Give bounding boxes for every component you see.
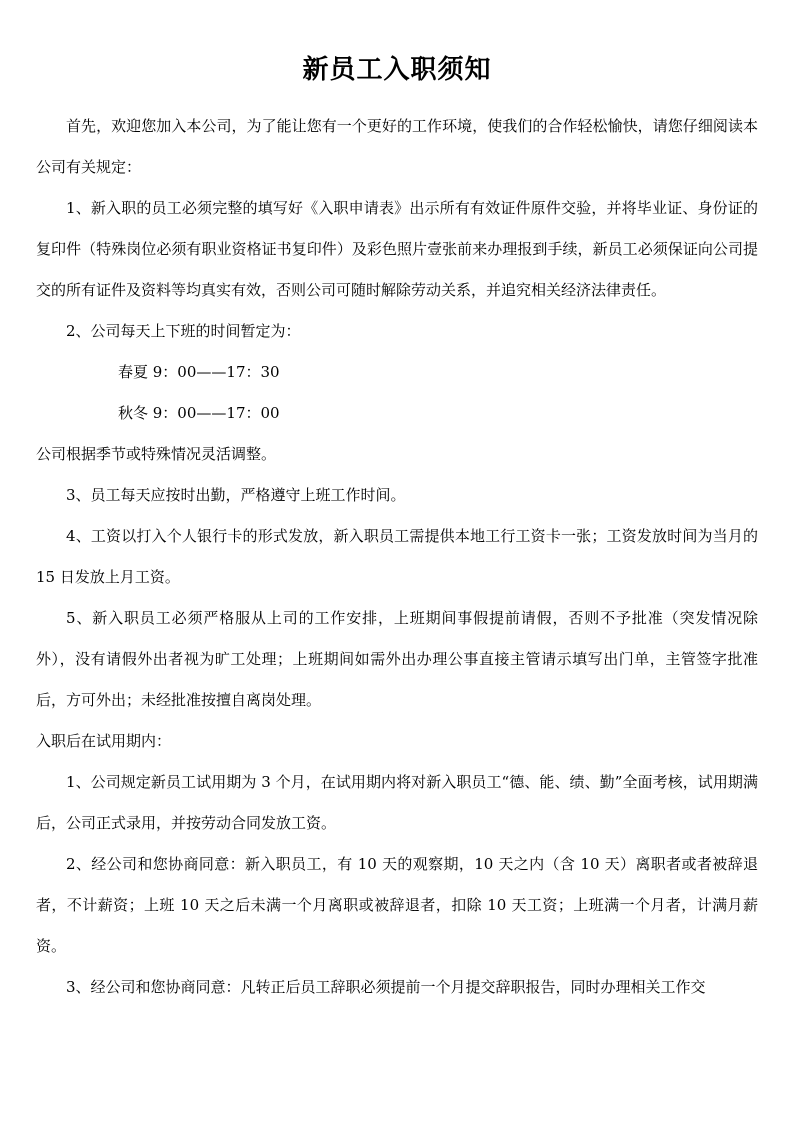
rule-1-paragraph: 1、新入职的员工必须完整的填写好《入职申请表》出示所有有效证件原件交验，并将毕业证、身份证的复印件（特殊岗位必须有职业资格证书复印件）及彩色照片壹张前来办理报到手续，新员工必须保证向公司提交的所有证件及资料等均真实有效，否则公司可随时解除劳动关系，并追究相关经济法律责任。 [36,199,758,299]
schedule-autumn-winter: 秋冬 9：00——17：00 [118,404,280,422]
rule-3-paragraph: 3、员工每天应按时出勤，严格遵守上班工作时间。 [66,486,406,504]
probation-rule-1-paragraph: 1、公司规定新员工试用期为 3 个月，在试用期内将对新入职员工“德、能、绩、勤”全面考核，试用期满后，公司正式录用，并按劳动合同发放工资。 [36,773,758,832]
probation-rule-2-paragraph: 2、经公司和您协商同意：新入职员工，有 10 天的观察期，10 天之内（含 10 天）离职者或者被辞退者，不计薪资；上班 10 天之后未满一个月离职或被辞退者，扣除 10 天工资；上班满一个月者，计满月薪资。 [36,855,758,955]
schedule-spring-summer: 春夏 9：00——17：30 [118,363,280,381]
rule-4-paragraph: 4、工资以打入个人银行卡的形式发放，新入职员工需提供本地工行工资卡一张；工资发放时间为当月的 15 日发放上月工资。 [36,527,758,586]
document-title: 新员工入职须知 [302,55,492,85]
rule-5-paragraph: 5、新入职员工必须严格服从上司的工作安排，上班期间事假提前请假，否则不予批准（突发情况除外），没有请假外出者视为旷工处理；上班期间如需外出办理公事直接主管请示填写出门单，主管签字批准后，方可外出；未经批准按擅自离岗处理。 [36,609,758,709]
intro-paragraph: 首先，欢迎您加入本公司，为了能让您有一个更好的工作环境，使我们的合作轻松愉快，请您仔细阅读本公司有关规定： [36,117,758,176]
probation-heading: 入职后在试用期内： [36,732,172,750]
document-body [36,106,758,1008]
probation-rule-3-paragraph: 3、经公司和您协商同意：凡转正后员工辞职必须提前一个月提交辞职报告，同时办理相关工作交 [66,978,706,996]
rule-2-paragraph: 2、公司每天上下班的时间暂定为： [66,322,301,340]
schedule-adjustment-note: 公司根据季节或特殊情况灵活调整。 [36,445,277,463]
